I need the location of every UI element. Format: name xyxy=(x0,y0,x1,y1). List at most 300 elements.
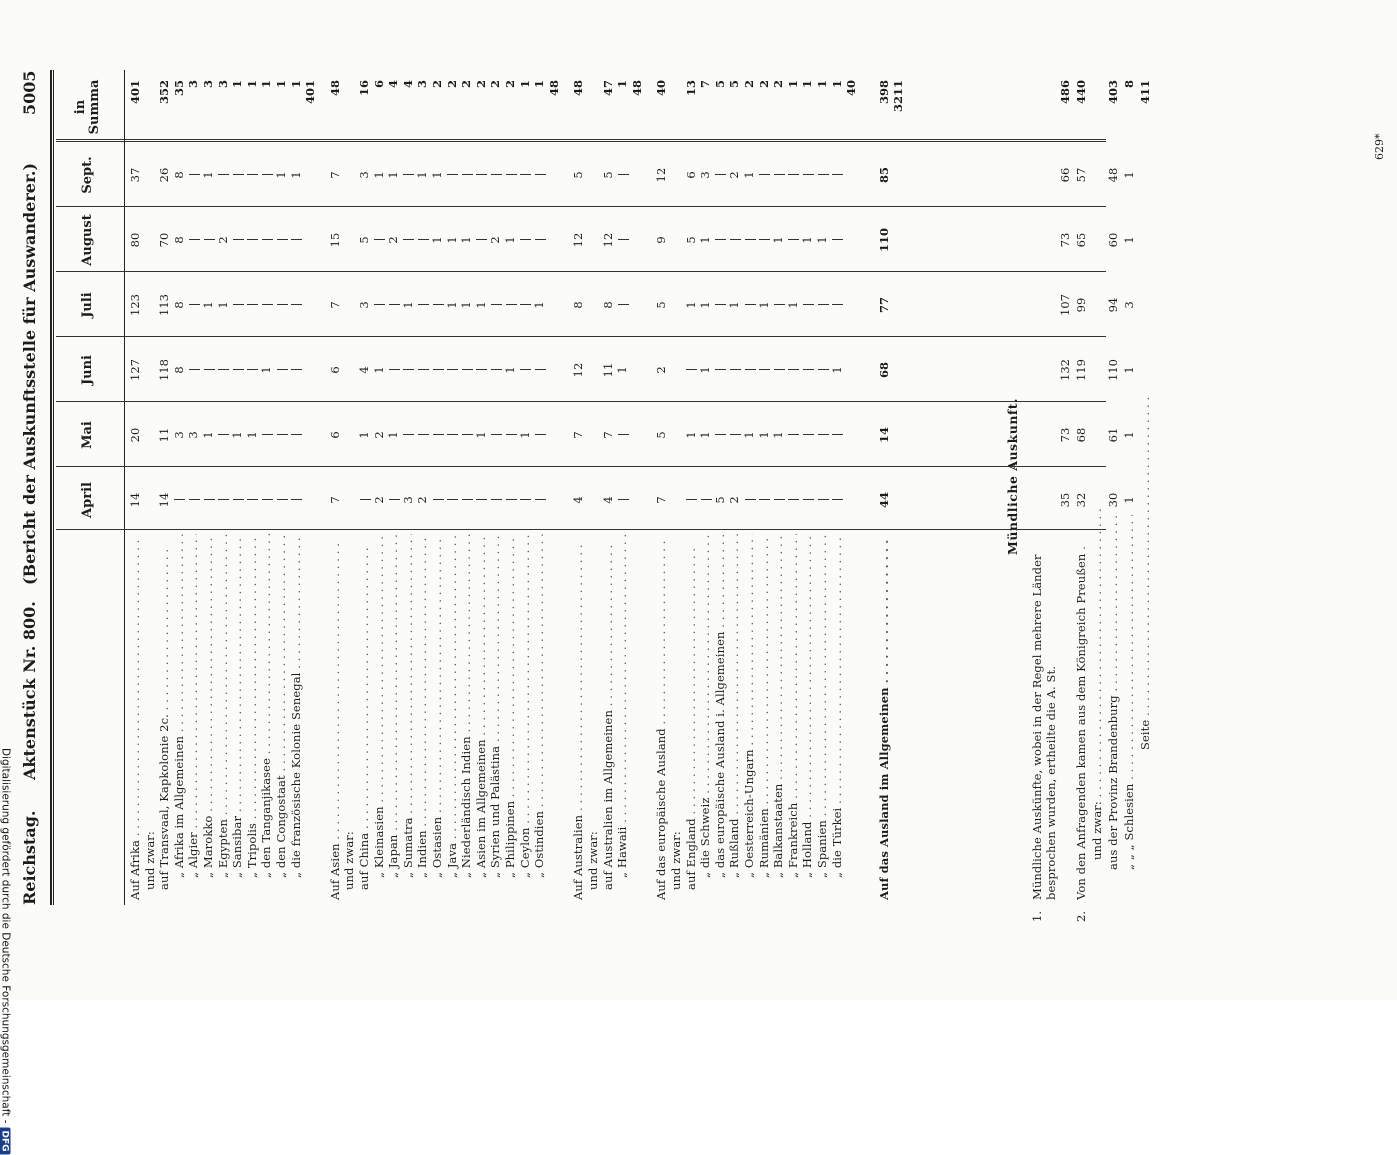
cell-value: 1 xyxy=(386,431,401,439)
sum-value: 40 xyxy=(654,80,669,97)
empty-dash xyxy=(459,405,473,465)
column-header-4: August xyxy=(79,214,95,266)
cell-value: 1 xyxy=(742,431,756,439)
empty-dash xyxy=(474,470,488,530)
muendlich-row xyxy=(1030,70,1072,922)
empty-dash xyxy=(757,340,771,400)
empty-dash xyxy=(186,145,200,205)
cell-value: 1 xyxy=(259,366,274,374)
cell-value: 1 xyxy=(386,171,401,179)
muendlich-row xyxy=(1106,70,1120,900)
empty-dash xyxy=(357,470,371,530)
cell-value: 68 xyxy=(1074,427,1088,443)
cell-value: 1 xyxy=(201,301,215,309)
row-label: „ Balkanstaaten . . . xyxy=(771,534,785,878)
empty-dash xyxy=(186,210,200,270)
empty-dash xyxy=(415,275,429,335)
empty-dash xyxy=(445,340,459,400)
header-title: (Bericht der Auskunftsstelle für Auswanderer.) xyxy=(20,162,39,585)
empty-dash xyxy=(201,470,215,530)
cell-value: 1 xyxy=(785,301,800,309)
empty-dash xyxy=(245,470,259,530)
cell-value: 1 xyxy=(473,431,488,439)
sum-value: 16 xyxy=(357,80,371,97)
table-row xyxy=(289,70,303,900)
muendlich-row xyxy=(1090,70,1104,900)
sum-value: 48 xyxy=(571,80,586,97)
sum-value: 1 xyxy=(230,80,245,89)
cell-value: 113 xyxy=(157,294,172,316)
table-row xyxy=(571,70,585,900)
sum-value: 1 xyxy=(517,80,532,89)
row-label: „ Algier . . . xyxy=(186,534,200,878)
cell-value: 1 xyxy=(503,236,517,244)
sum-value: 1 xyxy=(244,80,259,89)
cell-value: 2 xyxy=(371,496,386,504)
sum-value: 1 xyxy=(800,80,815,89)
row-label: „ Java . . . xyxy=(445,534,459,878)
empty-dash xyxy=(245,275,259,335)
empty-dash xyxy=(274,275,288,335)
cell-value: 26 xyxy=(157,167,172,183)
empty-dash xyxy=(503,145,517,205)
cell-value: 85 xyxy=(876,167,891,184)
cell-value: 127 xyxy=(128,359,142,381)
page-header xyxy=(12,70,48,905)
empty-dash xyxy=(757,145,771,205)
column-header-rule xyxy=(124,70,125,905)
empty-dash xyxy=(186,275,200,335)
empty-dash xyxy=(289,210,303,270)
empty-dash xyxy=(532,210,546,270)
empty-dash xyxy=(415,210,429,270)
empty-dash xyxy=(830,275,844,335)
cell-value: 3 xyxy=(698,171,713,179)
empty-dash xyxy=(401,405,415,465)
column-header-3: Juli xyxy=(79,292,95,318)
sum-value: 2 xyxy=(459,80,474,89)
cell-value: 7 xyxy=(571,431,586,439)
sum-value: 35 xyxy=(171,80,186,97)
empty-dash xyxy=(289,470,303,530)
cell-value: 6 xyxy=(683,171,698,179)
header-rule xyxy=(50,70,52,905)
cell-value: 2 xyxy=(727,171,742,179)
table-row xyxy=(328,70,342,900)
cell-value: 110 xyxy=(1106,359,1120,381)
cell-value: 1 xyxy=(371,171,386,179)
empty-dash xyxy=(488,405,502,465)
table-row xyxy=(401,70,415,900)
empty-dash xyxy=(201,210,215,270)
muendlich-text: Von den Anfragenden kamen aus dem Königreich Preußen . . . xyxy=(1074,545,1088,900)
cell-value: 99 xyxy=(1074,297,1088,313)
empty-dash xyxy=(713,145,727,205)
empty-dash xyxy=(532,340,546,400)
cell-value: 15 xyxy=(327,232,342,248)
empty-dash xyxy=(459,145,473,205)
sum-value: 7 xyxy=(698,80,713,89)
cell-value: 11 xyxy=(600,362,615,378)
cell-value: 1 xyxy=(683,431,698,439)
empty-dash xyxy=(216,405,230,465)
table-row xyxy=(684,70,698,900)
empty-dash xyxy=(503,470,517,530)
empty-dash xyxy=(815,340,829,400)
row-label: „ das europäische Ausland i. Allgemeinen . . . xyxy=(713,534,727,878)
sum-value: 352 xyxy=(157,80,172,105)
sum-value: 13 xyxy=(683,80,698,97)
column-divider xyxy=(56,529,1106,530)
cell-value: 8 xyxy=(571,301,586,309)
sum-value: 48 xyxy=(327,80,342,97)
empty-dash xyxy=(815,405,829,465)
empty-dash xyxy=(274,470,288,530)
table-row xyxy=(172,70,186,900)
sum-value: 2 xyxy=(444,80,459,89)
cell-value: 60 xyxy=(1106,232,1120,248)
empty-dash xyxy=(259,145,273,205)
cell-value: 132 xyxy=(1058,359,1072,381)
cell-value: 1 xyxy=(698,236,713,244)
column-header-6: in Summa xyxy=(72,79,102,135)
sum-value: 3 xyxy=(186,80,201,89)
row-label: und zwar: xyxy=(669,831,683,890)
cell-value: 1 xyxy=(532,301,547,309)
table-row xyxy=(654,70,668,900)
empty-dash xyxy=(488,340,502,400)
cell-value: 44 xyxy=(876,492,891,509)
sum-value: 48 xyxy=(629,80,644,97)
footer-page-number: 629* xyxy=(1373,133,1386,160)
empty-dash xyxy=(518,470,532,530)
empty-dash xyxy=(698,470,712,530)
muendlich-text: aus der Provinz Brandenburg . . . xyxy=(1106,515,1120,870)
row-label: „ Japan . . . xyxy=(386,534,400,878)
row-label: „ Niederländisch Indien . . . xyxy=(459,534,473,878)
table-row xyxy=(786,70,800,900)
cell-value: 1 xyxy=(215,301,230,309)
cell-value: 1 xyxy=(756,431,771,439)
cell-value: 5 xyxy=(571,171,586,179)
empty-dash xyxy=(259,405,273,465)
empty-dash xyxy=(830,145,844,205)
empty-dash xyxy=(488,275,502,335)
column-header-0: April xyxy=(79,482,95,518)
table-row xyxy=(415,70,429,900)
cell-value: 30 xyxy=(1106,492,1120,508)
table-row xyxy=(303,70,317,900)
cell-value: 14 xyxy=(157,492,172,508)
cell-value: 1 xyxy=(430,171,444,179)
empty-dash xyxy=(830,470,844,530)
empty-dash xyxy=(459,340,473,400)
empty-dash xyxy=(386,470,400,530)
cell-value: 14 xyxy=(876,427,891,444)
cell-value: 7 xyxy=(327,496,342,504)
empty-dash xyxy=(230,340,244,400)
cell-value: 1 xyxy=(503,366,517,374)
empty-dash xyxy=(684,340,698,400)
cell-value: 5 xyxy=(654,301,669,309)
sum-value: 1 xyxy=(615,80,630,89)
empty-dash xyxy=(615,275,629,335)
cell-value: 1 xyxy=(1122,171,1136,179)
empty-dash xyxy=(727,405,741,465)
sum-value: 6 xyxy=(371,80,386,89)
sum-value: 2 xyxy=(756,80,771,89)
empty-dash xyxy=(615,405,629,465)
table-row xyxy=(459,70,473,900)
sum-value: 411 xyxy=(1138,80,1152,105)
cell-value: 3 xyxy=(171,431,186,439)
empty-dash xyxy=(259,470,273,530)
table-row xyxy=(830,70,844,900)
cell-value: 1 xyxy=(357,431,371,439)
empty-dash xyxy=(216,145,230,205)
table-row xyxy=(245,70,259,900)
cell-value: 1 xyxy=(459,301,474,309)
cell-value: 80 xyxy=(128,232,142,248)
sum-value: 401 xyxy=(303,80,318,105)
cell-value: 57 xyxy=(1074,167,1088,183)
row-label: auf China . . . xyxy=(357,546,371,890)
item-number: 2. xyxy=(1074,910,1088,922)
cell-value: 1 xyxy=(400,301,415,309)
table-row xyxy=(430,70,444,900)
cell-value: 12 xyxy=(571,362,586,378)
cell-value: 2 xyxy=(371,431,386,439)
row-label: „ Sansibar . . . xyxy=(230,534,244,878)
empty-dash xyxy=(415,340,429,400)
empty-dash xyxy=(771,340,785,400)
table-row xyxy=(877,70,891,900)
table-row xyxy=(615,70,629,900)
sum-value: 3 xyxy=(201,80,215,89)
sum-value: 2 xyxy=(473,80,488,89)
empty-dash xyxy=(289,405,303,465)
muendlich-row xyxy=(1138,70,1152,900)
cell-value: 1 xyxy=(756,301,771,309)
empty-dash xyxy=(742,275,756,335)
sum-value: 486 xyxy=(1058,80,1072,105)
table-row xyxy=(372,70,386,900)
row-label: „ Holland . . . xyxy=(800,534,814,878)
row-label: „ Ostasien . . . xyxy=(430,534,444,878)
empty-dash xyxy=(800,470,814,530)
table-row xyxy=(815,70,829,900)
empty-dash xyxy=(518,275,532,335)
cell-value: 1 xyxy=(742,171,756,179)
empty-dash xyxy=(786,470,800,530)
muendlich-text: und zwar: . . . xyxy=(1090,505,1104,860)
row-label: „ die Schweiz . . . xyxy=(698,534,712,878)
sum-value: 3211 xyxy=(891,80,906,113)
cell-value: 1 xyxy=(698,431,713,439)
sum-value: 2 xyxy=(742,80,756,89)
cell-value: 3 xyxy=(357,171,371,179)
cell-value: 77 xyxy=(876,297,891,314)
cell-value: 48 xyxy=(1106,167,1120,183)
cell-value: 1 xyxy=(1122,431,1136,439)
table-row xyxy=(186,70,200,900)
table-row xyxy=(259,70,273,900)
cell-value: 1 xyxy=(1122,366,1136,374)
sum-value: 3 xyxy=(415,80,430,89)
column-header-1: Mai xyxy=(79,421,95,449)
cell-value: 2 xyxy=(488,236,503,244)
table-row xyxy=(230,70,244,900)
sum-value: 403 xyxy=(1106,80,1120,105)
table-row xyxy=(128,70,142,900)
empty-dash xyxy=(786,405,800,465)
empty-dash xyxy=(245,210,259,270)
empty-dash xyxy=(216,340,230,400)
cell-value: 1 xyxy=(727,301,742,309)
cell-value: 1 xyxy=(1122,236,1136,244)
empty-dash xyxy=(488,470,502,530)
cell-value: 5 xyxy=(683,236,698,244)
empty-dash xyxy=(230,210,244,270)
cell-value: 1 xyxy=(698,301,713,309)
cell-value: 119 xyxy=(1074,359,1088,381)
empty-dash xyxy=(415,405,429,465)
sum-value: 398 xyxy=(876,80,891,105)
table-row xyxy=(445,70,459,900)
row-label: Auf Asien . . . xyxy=(328,540,342,900)
cell-value: 7 xyxy=(600,431,615,439)
cell-value: 1 xyxy=(800,236,815,244)
cell-value: 1 xyxy=(244,431,259,439)
table-row xyxy=(586,70,600,900)
muendlich-text: „ „ „ Schlesien . . . xyxy=(1122,515,1136,870)
empty-dash xyxy=(757,470,771,530)
column-divider xyxy=(56,401,1106,402)
table-row xyxy=(713,70,727,900)
empty-dash xyxy=(445,145,459,205)
empty-dash xyxy=(245,145,259,205)
muendlich-text: Mündliche Auskünfte, wobei in der Regel mehrere Länder besprochen wurden, ertheilte die A. St. xyxy=(1030,554,1058,900)
empty-dash xyxy=(615,145,629,205)
row-label: „ Asien im Allgemeinen . . . xyxy=(474,534,488,878)
cell-value: 3 xyxy=(400,496,415,504)
sum-value: 1 xyxy=(532,80,547,89)
cell-value: 12 xyxy=(571,232,586,248)
cell-value: 1 xyxy=(473,301,488,309)
row-label: „ Oesterreich-Ungarn . . . xyxy=(742,534,756,878)
empty-dash xyxy=(216,470,230,530)
cell-value: 20 xyxy=(128,427,142,443)
row-label: „ Spanien . . . xyxy=(815,534,829,878)
cell-value: 11 xyxy=(157,427,172,443)
empty-dash xyxy=(386,275,400,335)
sum-value: 48 xyxy=(546,80,561,97)
cell-value: 6 xyxy=(327,366,342,374)
table-row xyxy=(698,70,712,900)
cell-value: 4 xyxy=(571,496,586,504)
empty-dash xyxy=(274,405,288,465)
column-divider xyxy=(56,271,1106,272)
cell-value: 1 xyxy=(459,236,474,244)
dfg-logo-icon: DFG xyxy=(0,1127,11,1154)
row-label: „ Indien . . . xyxy=(415,534,429,878)
empty-dash xyxy=(532,470,546,530)
sum-value: 1 xyxy=(288,80,303,89)
cell-value: 5 xyxy=(600,171,615,179)
cell-value: 35 xyxy=(1058,492,1072,508)
row-label: „ Syrien und Palästina . . . xyxy=(488,534,502,878)
row-label: „ Rußland . . . xyxy=(727,534,741,878)
cell-value: 5 xyxy=(712,496,727,504)
column-divider xyxy=(56,139,1106,142)
muendlich-row xyxy=(1122,70,1136,900)
muendlich-text: Seite . . . xyxy=(1138,395,1152,750)
table-row xyxy=(742,70,756,900)
cell-value: 1 xyxy=(1122,496,1136,504)
empty-dash xyxy=(230,275,244,335)
empty-dash xyxy=(186,340,200,400)
row-label: „ Ostindien . . . xyxy=(532,534,546,878)
cell-value: 2 xyxy=(727,496,742,504)
empty-dash xyxy=(503,275,517,335)
cell-value: 1 xyxy=(444,236,459,244)
sum-value: 4 xyxy=(400,80,415,89)
empty-dash xyxy=(615,210,629,270)
table-row xyxy=(342,70,356,900)
cell-value: 14 xyxy=(128,492,142,508)
empty-dash xyxy=(800,275,814,335)
column-header-5: Sept. xyxy=(79,156,95,194)
cell-value: 123 xyxy=(128,294,142,316)
sum-value: 1 xyxy=(785,80,800,89)
row-label: „ Sumatra . . . xyxy=(401,534,415,878)
empty-dash xyxy=(786,210,800,270)
cell-value: 5 xyxy=(357,236,371,244)
empty-dash xyxy=(532,145,546,205)
cell-value: 66 xyxy=(1058,167,1072,183)
row-label: Auf das Ausland im Allgemeinen . . . xyxy=(877,540,891,900)
cell-value: 8 xyxy=(600,301,615,309)
table-row xyxy=(474,70,488,900)
sum-value: 1 xyxy=(829,80,844,89)
column-header-2: Juni xyxy=(79,355,95,385)
table-row xyxy=(201,70,215,900)
cell-value: 68 xyxy=(876,362,891,379)
empty-dash xyxy=(742,210,756,270)
row-label: und zwar: xyxy=(142,831,157,890)
empty-dash xyxy=(771,470,785,530)
empty-dash xyxy=(372,275,386,335)
empty-dash xyxy=(815,470,829,530)
empty-dash xyxy=(771,145,785,205)
row-label: „ die französische Kolonie Senegal . . . xyxy=(289,534,303,878)
empty-dash xyxy=(430,340,444,400)
cell-value: 12 xyxy=(600,232,615,248)
row-label: Auf das europäische Ausland . . . xyxy=(654,540,668,900)
empty-dash xyxy=(786,340,800,400)
sum-value: 401 xyxy=(128,80,142,105)
cell-value: 3 xyxy=(1122,301,1136,309)
empty-dash xyxy=(518,145,532,205)
cell-value: 107 xyxy=(1058,294,1072,316)
empty-dash xyxy=(727,210,741,270)
cell-value: 37 xyxy=(128,167,142,183)
empty-dash xyxy=(430,275,444,335)
cell-value: 1 xyxy=(230,431,245,439)
empty-dash xyxy=(459,470,473,530)
cell-value: 110 xyxy=(876,228,891,253)
cell-value: 2 xyxy=(415,496,430,504)
